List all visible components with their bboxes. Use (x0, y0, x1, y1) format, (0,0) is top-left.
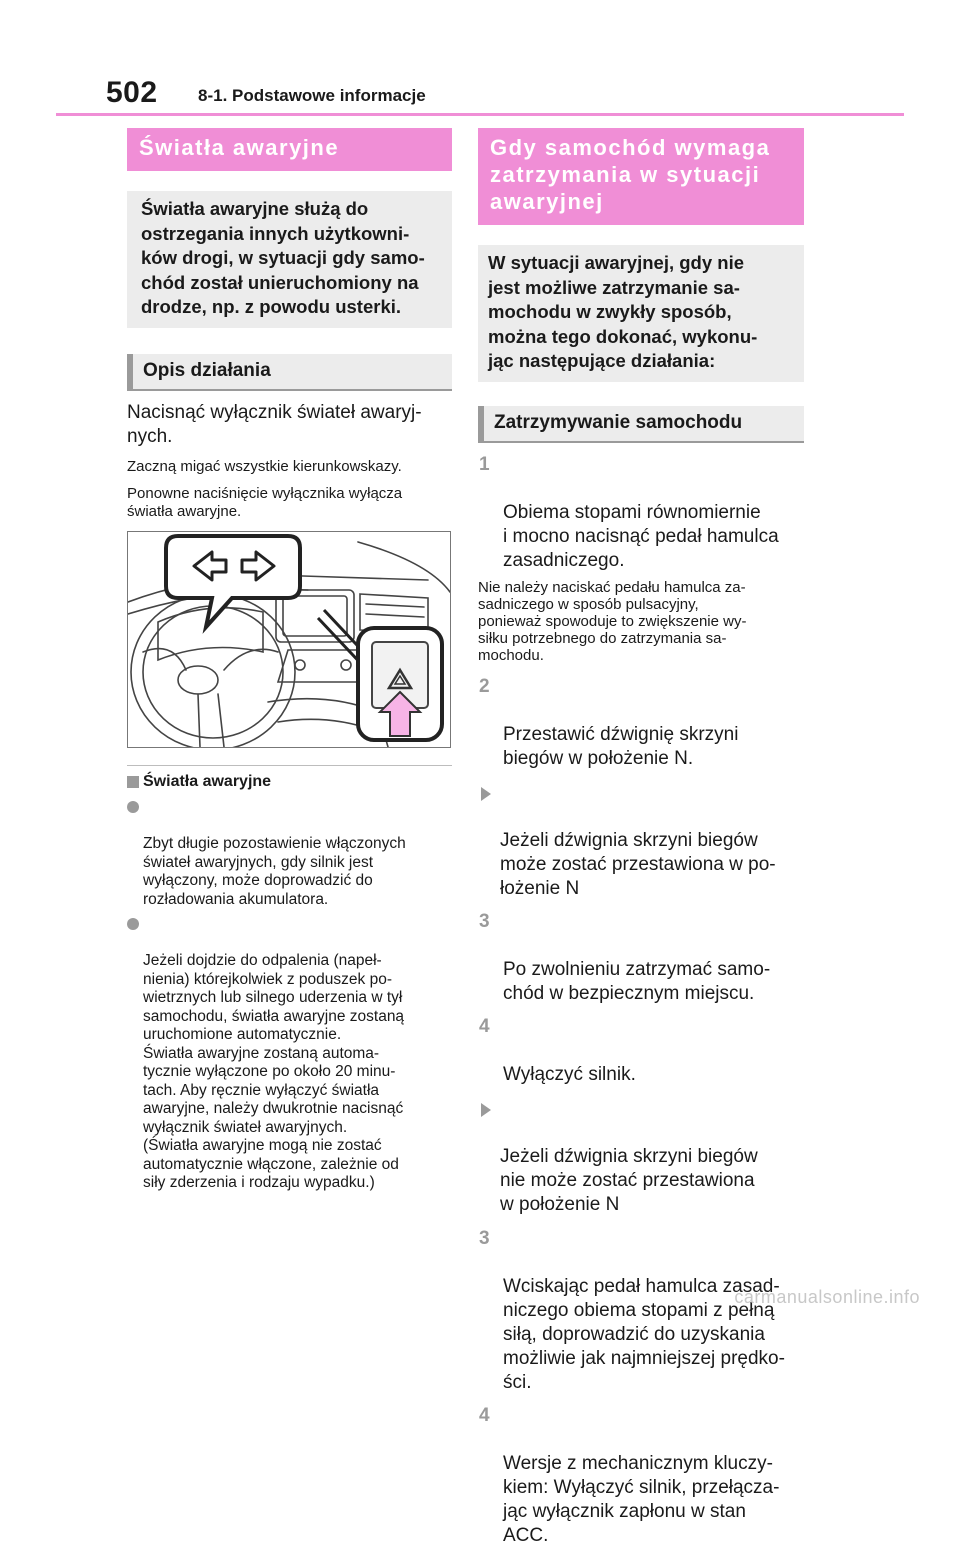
step-1-text: Obiema stopami równomiernie i mocno nacisnąć pedał hamulca zasadniczego. (503, 501, 779, 571)
step-number: 2 (479, 675, 490, 697)
turn-signal-arrows-icon (166, 536, 300, 627)
section-title: 8-1. Podstawowe informacje (198, 86, 426, 105)
hazard-lights-intro: Światła awaryjne służą do ostrzegania innych użytkowni- ków drogi, w sytuacji gdy samo- chód został unieruchomiony na drodze, np. z powodu usterki. (127, 191, 452, 328)
condition-can-shift (478, 781, 804, 901)
watermark: carmanualsonline.info (734, 1287, 920, 1307)
condition-cannot-shift (478, 1097, 804, 1217)
step-2 (478, 675, 804, 771)
notes-heading-text: Światła awaryjne (143, 773, 272, 790)
dashboard-illustration (127, 531, 451, 748)
step-4-alt (478, 1404, 804, 1548)
note-battery (127, 798, 452, 909)
step-number: 3 (479, 910, 490, 932)
note-airbag-text: Jeżeli dojdzie do odpalenia (napeł- nienia) którejkolwiek z poduszek po- wietrznych lub silnego uderzenia w tył samochodu, światła awaryjne zostaną uruchomione automatycznie. Światła awaryjne zostaną automa- tycznie wyłączone po około 20 minu- tach. Aby ręcznie wyłączyć światła awaryjne, należy dwukrotnie nacisnąć wyłącznik świateł awaryjnych. (Światła awaryjne mogą nie zostać automatycznie włączone, zależnie od siły zderzenia i rodzaju wypadku.) (143, 952, 405, 1191)
triangle-marker-icon (481, 1103, 491, 1117)
square-marker-icon (127, 776, 139, 788)
note-battery-text: Zbyt długie pozostawienie włączonych świateł awaryjnych, gdy silnik jest wyłączony, może doprowadzić do rozładowania akumulatora. (143, 835, 406, 908)
operation-subheading-text: Opis działania (143, 359, 271, 381)
emergency-stop-intro: W sytuacji awaryjnej, gdy nie jest możliwe zatrzymanie sa- mochodu w zwykły sposób, można tego dokonać, wykonu- jąc następujące działania: (478, 245, 804, 382)
step-number: 4 (479, 1404, 490, 1426)
triangle-marker-icon (481, 787, 491, 801)
page-number: 502 (106, 76, 158, 109)
right-column (478, 128, 804, 1548)
press-switch-instruction: Nacisnąć wyłącznik świateł awaryj- nych. (127, 401, 422, 447)
step-number: 3 (479, 1227, 490, 1249)
stopping-subheading-text: Zatrzymywanie samochodu (494, 411, 743, 433)
step-4-alt-text: Wersje z mechanicznym kluczy- kiem: Wyłączyć silnik, przełącza- jąc wyłącznik zapłonu w stan ACC. (503, 1452, 780, 1546)
step-3 (478, 910, 804, 1006)
notes-divider (127, 765, 452, 766)
header-divider (56, 113, 904, 116)
left-column (127, 128, 452, 521)
operation-subheading (127, 354, 452, 391)
hazard-notes (127, 772, 452, 1193)
dashboard-drawing (128, 532, 450, 747)
emergency-stop-title: Gdy samochód wymaga zatrzymania w sytuacji awaryjnej (478, 128, 804, 225)
step-number: 1 (479, 453, 490, 475)
bullet-dot-icon (127, 801, 139, 813)
stopping-subheading (478, 406, 804, 443)
step-1-note: Nie należy naciskać pedału hamulca za- sadniczego w sposób pulsacyjny, ponieważ spowoduje to zwiększenie wy- siłku potrzebnego do zatrzymania sa- mochodu. (478, 578, 747, 664)
blinkers-note: Zaczną migać wszystkie kierunkowskazy. (127, 457, 402, 475)
step-4 (478, 1015, 804, 1087)
step-4-text: Wyłączyć silnik. (503, 1063, 636, 1085)
condition-cannot-shift-text: Jeżeli dźwignia skrzyni biegów nie może zostać przestawiona w położenie N (500, 1145, 758, 1215)
press-again-note: Ponowne naciśnięcie wyłącznika wyłącza światła awaryjne. (127, 484, 403, 520)
notes-heading (127, 772, 452, 792)
hazard-lights-title: Światła awaryjne (127, 128, 452, 171)
step-3-alt-text: Wciskając pedał hamulca zasad- niczego obiema stopami z pełną siłą, doprowadzić do uzyskania możliwie jak najmniejszej prędko- ści. (503, 1275, 785, 1393)
condition-can-shift-text: Jeżeli dźwignia skrzyni biegów może zostać przestawiona w po- łożenie N (500, 829, 776, 899)
step-number: 4 (479, 1015, 490, 1037)
step-2-text: Przestawić dźwignię skrzyni biegów w położenie N. (503, 723, 739, 769)
step-1 (478, 453, 804, 573)
step-3-alt (478, 1227, 804, 1395)
note-airbag (127, 915, 452, 1193)
bullet-dot-icon (127, 918, 139, 930)
step-3-text: Po zwolnieniu zatrzymać samo- chód w bezpiecznym miejscu. (503, 958, 771, 1004)
